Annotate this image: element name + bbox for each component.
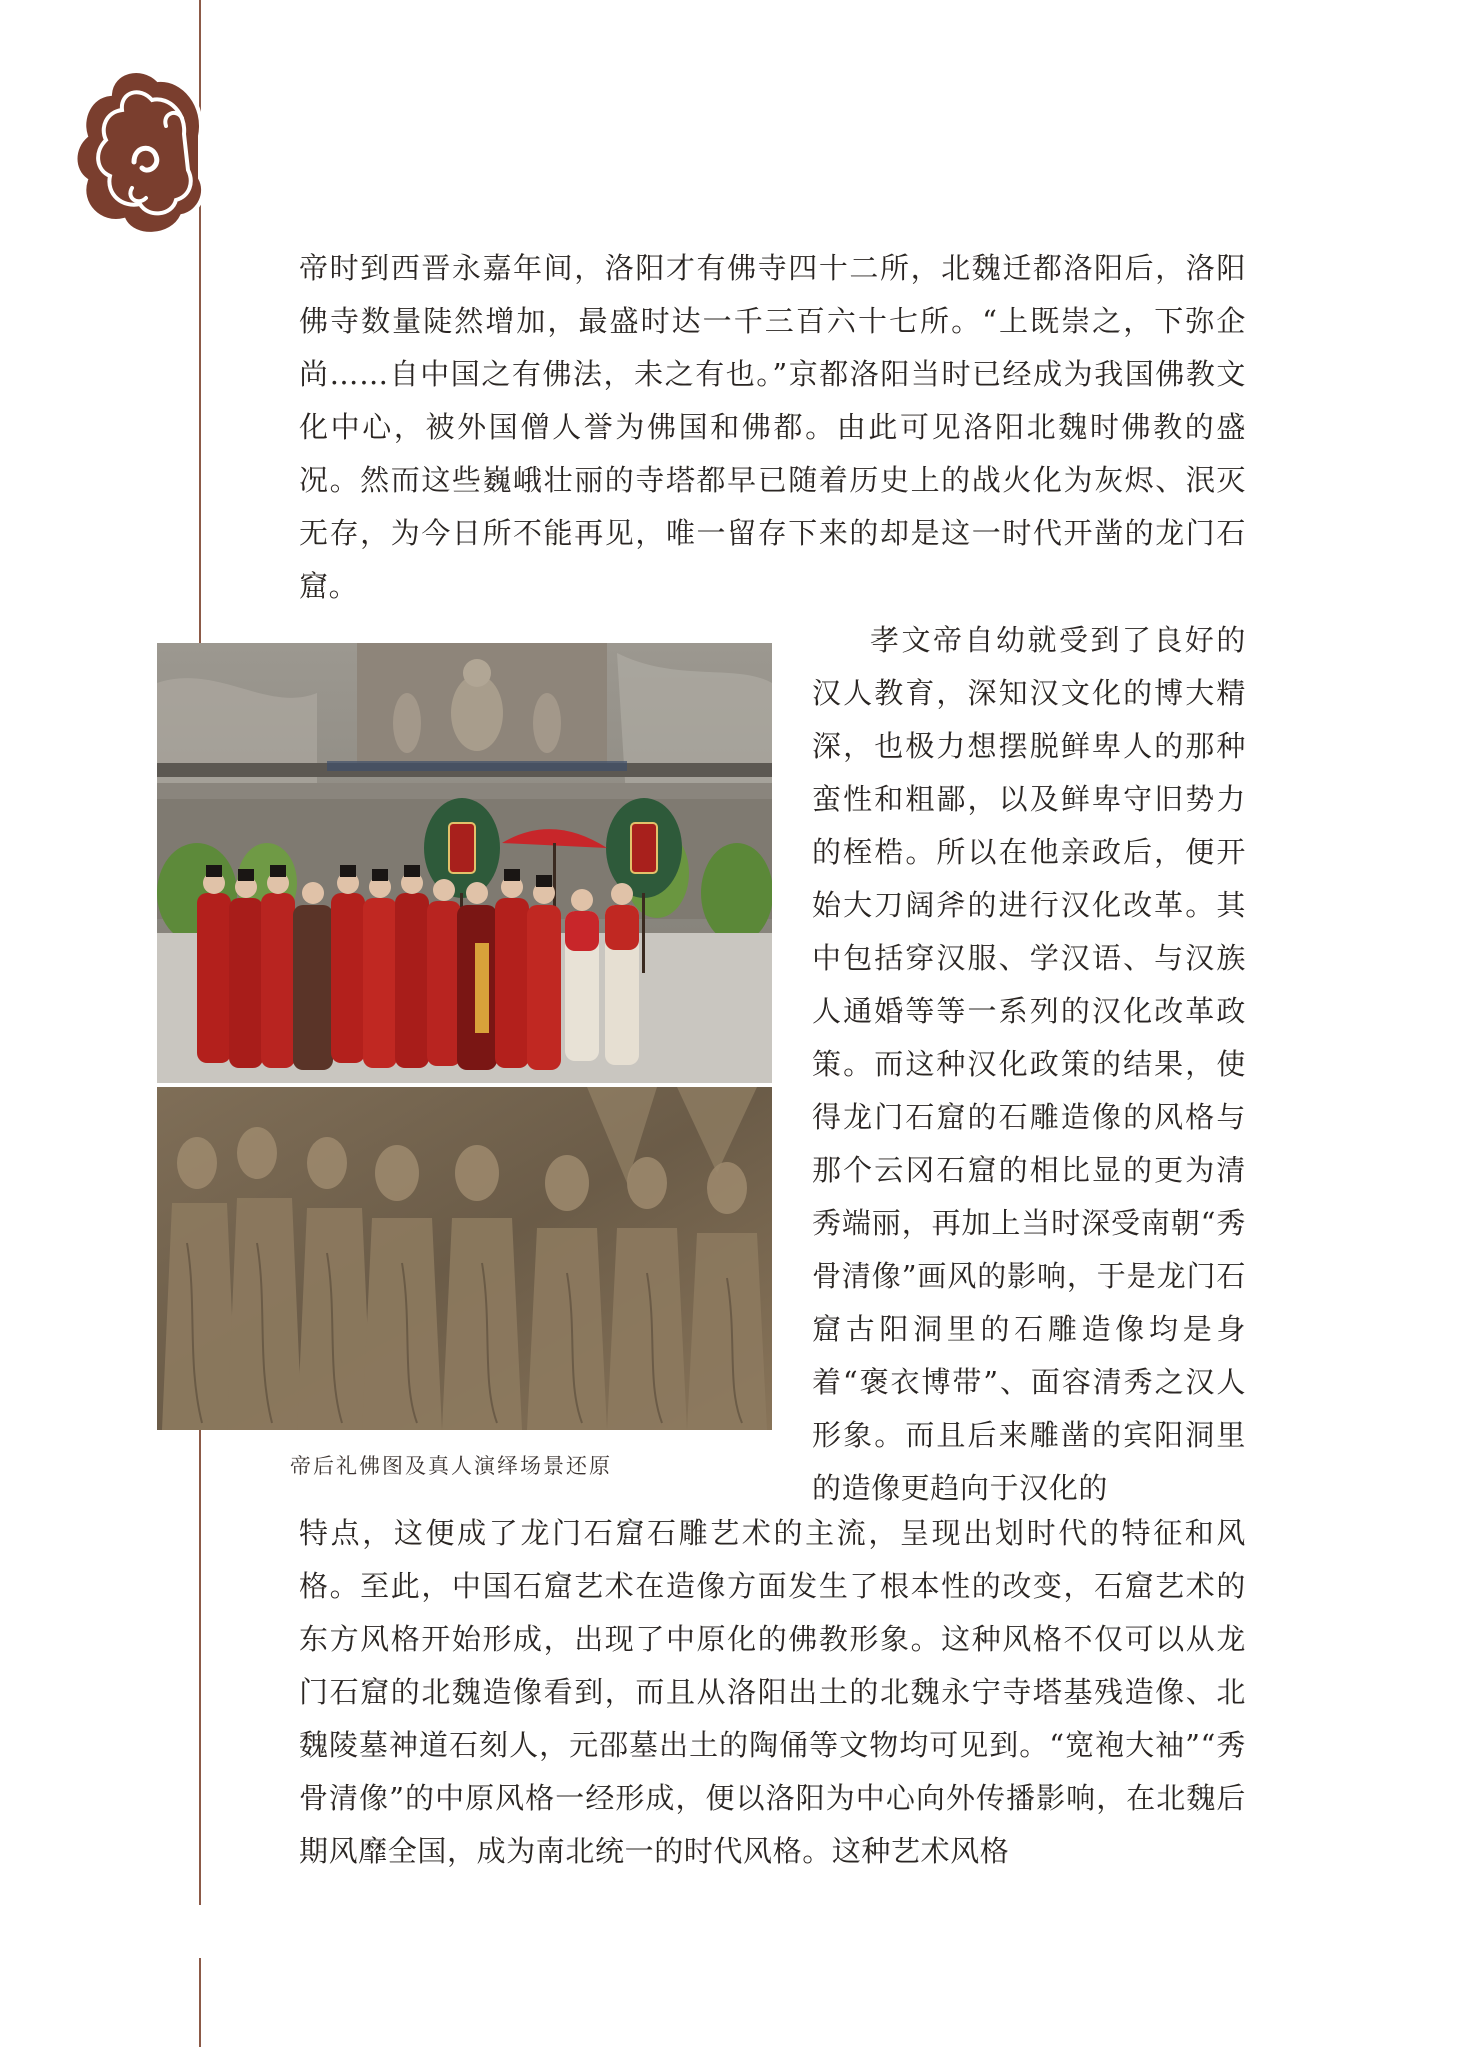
body-paragraph-1: 帝时到西晋永嘉年间，洛阳才有佛寺四十二所，北魏迁都洛阳后，洛阳佛寺数量陡然增加，最盛时达一千三百六十七所。“上既崇之，下弥企尚……自中国之有佛法，未之有也。”京都洛阳当时已经成为我国佛教文化中心，被外国僧人誉为佛国和佛都。由此可见洛阳北魏时佛教的盛况。然而这些巍峨壮丽的寺塔都早已随着历史上的战火化为灰烬、泯灭无存，为今日所不能再见，唯一留存下来的却是这一时代开凿的龙门石窟。 xyxy=(299,251,1246,603)
photo-caption: 帝后礼佛图及真人演绎场景还原 xyxy=(290,1454,612,1478)
reenactment-photo xyxy=(157,643,772,1083)
auspicious-cloud-icon xyxy=(72,66,207,238)
relief-carving-photo xyxy=(157,1087,772,1430)
body-paragraph-2: 孝文帝自幼就受到了良好的汉人教育，深知汉文化的博大精深，也极力想摆脱鲜卑人的那种蛮性和粗鄙，以及鲜卑守旧势力的桎梏。所以在他亲政后，便开始大刀阔斧的进行汉化改革。其中包括穿汉服、学汉语、与汉族人通婚等等一系列的汉化改革政策。而这种汉化政策的结果，使得龙门石窟的石雕造像的风格与那个云冈石窟的相比显的更为清秀端丽，再加上当时深受南朝“秀骨清像”画风的影响，于是龙门石窟古阳洞里的石雕造像均是身着“褒衣博带”、面容清秀之汉人形象。而且后来雕凿的宾阳洞里的造像更趋向于汉化的 xyxy=(812,623,1246,1505)
photo-composite xyxy=(157,643,772,1430)
margin-rule-lower xyxy=(199,1958,201,2047)
body-paragraph-3: 特点，这便成了龙门石窟石雕艺术的主流，呈现出划时代的特征和风格。至此，中国石窟艺术在造像方面发生了根本性的改变，石窟艺术的东方风格开始形成，出现了中原化的佛教形象。这种风格不仅可以从龙门石窟的北魏造像看到，而且从洛阳出土的北魏永宁寺塔基残造像、北魏陵墓神道石刻人，元邵墓出土的陶俑等文物均可见到。“宽袍大袖”“秀骨清像”的中原风格一经形成，便以洛阳为中心向外传播影响，在北魏后期风靡全国，成为南北统一的时代风格。这种艺术风格 xyxy=(299,1516,1246,1868)
